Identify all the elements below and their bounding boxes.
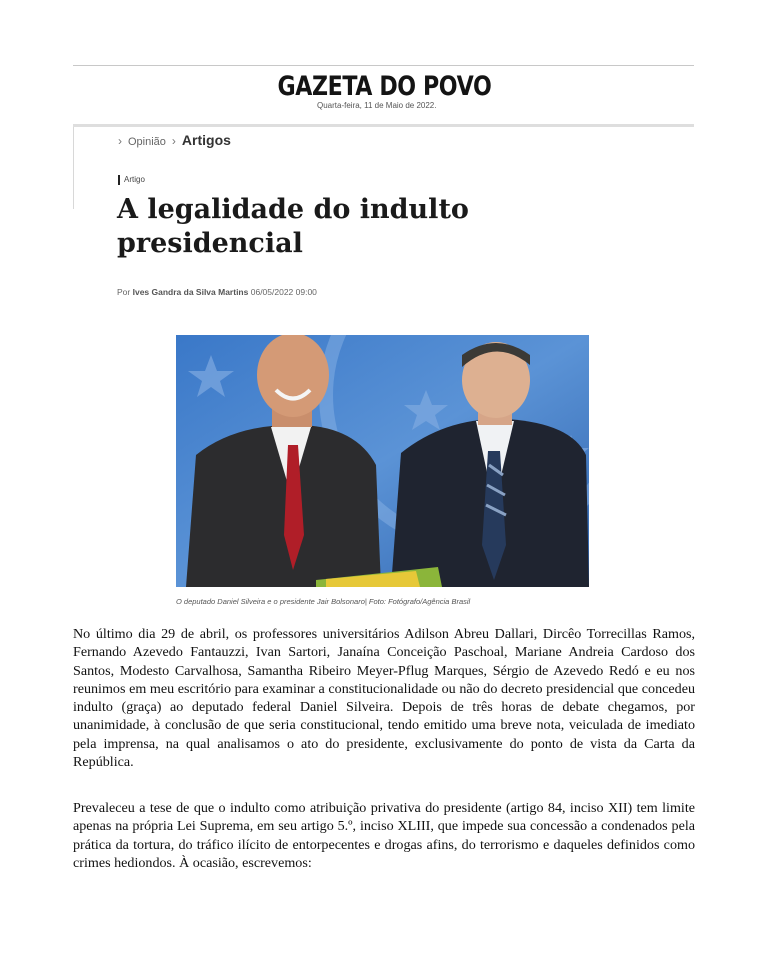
article-photo-illustration <box>176 335 589 587</box>
chevron-right-icon: › <box>171 134 176 148</box>
byline-prefix: Por <box>117 287 131 297</box>
breadcrumb-artigos[interactable]: Artigos <box>181 132 231 148</box>
site-logo[interactable]: GAZETA DO POVO <box>277 71 491 102</box>
breadcrumb <box>118 132 231 148</box>
masthead <box>0 72 768 102</box>
photo-caption: O deputado Daniel Silveira e o presidente Jair Bolsonaro| Foto: Fotógrafo/Agência Brasil <box>176 597 471 606</box>
author-name[interactable]: Ives Gandra da Silva Martins <box>132 287 249 297</box>
article-title: A legalidade do indulto presidencial <box>117 194 469 259</box>
edition-date: Quarta-feira, 11 de Maio de 2022. <box>317 101 437 110</box>
article-paragraph: Prevaleceu a tese de que o indulto como atribuição privativa do presidente (artigo 84, inciso XII) tem limite apenas na própria Lei Suprema, em seu artigo 5.º, inciso XLIII, que impede sua concessão a condenados pela prática da tortura, do tráfico ilícito de entorpecentes e drogas afins, do terrorismo e daqueles definidos como crimes hediondos. À ocasião, escrevemos: <box>73 800 695 871</box>
article-photo <box>176 335 589 587</box>
header-divider <box>73 124 694 127</box>
breadcrumb-opiniao[interactable]: Opinião <box>128 136 166 148</box>
publish-datetime: 06/05/2022 09:00 <box>250 287 317 297</box>
section-tag[interactable]: Artigo <box>118 175 145 185</box>
top-rule <box>73 65 694 66</box>
left-border <box>73 127 74 209</box>
article-paragraph: No último dia 29 de abril, os professores universitários Adilson Abreu Dallari, Dircêo Torrecillas Ramos, Fernando Azevedo Fantauzzi, Ivan Sartori, Janaína Conceição Paschoal, Mariane Andreia Cardoso dos Santos, Modesto Carvalhosa, Samantha Ribeiro Meyer-Pflug Marques, Sérgio de Azevedo Redó e eu nos reunimos em meu escritório para examinar a constitucionalidade ou não do decreto presidencial que concedeu indulto (graça) ao deputado federal Daniel Silveira. Depois de três horas de debate chegamos, por unanimidade, à conclusão de que seria constitucional, tendo emitido uma breve nota, veiculada de imediato pela imprensa, na qual analisamos o ato do presidente, exclusivamente do ponto de vista da Carta da República. <box>73 626 695 771</box>
byline <box>117 287 317 297</box>
chevron-right-icon: › <box>118 134 122 148</box>
